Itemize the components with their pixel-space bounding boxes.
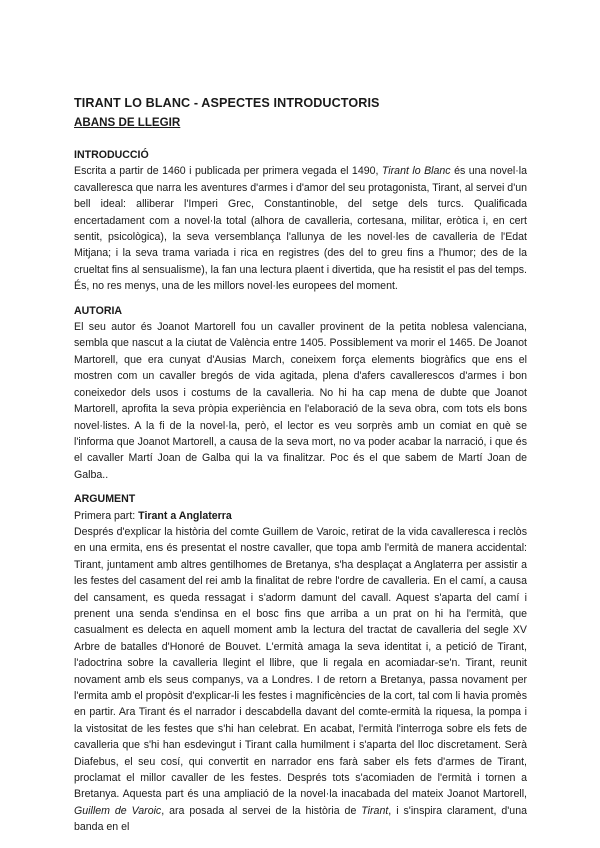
part-title: Tirant a Anglaterra [138,509,232,522]
document-title: TIRANT LO BLANC - ASPECTES INTRODUCTORIS [74,96,380,110]
part-heading [74,508,527,524]
text-segment: Escrita a partir de 1460 i publicada per primera vegada el 1490, [74,165,382,178]
section-heading-argument: ARGUMENT [74,493,136,506]
italic-book-title: Tirant lo Blanc [381,165,451,178]
part-prefix: Primera part: [74,509,139,522]
italic-work-title: Guillem de Varoic [74,804,162,817]
text-segment: , ara posada al servei de la història de [161,804,362,817]
italic-work-title: Tirant [361,804,389,817]
paragraph-autoria: El seu autor és Joanot Martorell fou un cavaller provinent de la petita noblesa valenciana, sembla que nascut a la ciutat de València entre 1405. Possiblement va morir el 1465. De Joanot Martorell, que era cunyat d'Ausias March, coneixem força elements biogràfics que ens el mostren com un cavaller bregós de vida agitada, plena d'afers cavallerescos d'armes i bon coneixedor dels usos i costums de la cavalleria. No hi ha cap mena de dubte que Joanot Martorell, aprofita la seva pròpia experiència en l'elaboració de la seva obra, com tots els bons novel·listes. A la fi de la novel·la, però, el lector es veu sorprès amb un comiat en què se l'informa que Joanot Martorell, a causa de la seva mort, no va poder acabar la narració, i que és el cavaller Martí Joan de Galba qui la va finalitzar. Poc és el que sabem de Martí Joan de Galba.. [74,321,527,481]
section-heading-introduccio: INTRODUCCIÓ [74,149,149,161]
text-segment: , i s'inspira clarament, d'una banda en el [74,804,527,834]
paragraph-argument [74,524,527,836]
paragraph-introduccio [74,163,527,294]
section-heading-autoria: AUTORIA [74,304,123,317]
section-introduccio [74,147,527,295]
section-autoria [74,303,527,483]
section-argument [74,491,527,836]
text-segment: és una novel·la cavalleresca que narra les aventures d'armes i d'amor del seu protagonista, Tirant, al servei d'un bell ideal: alliberar l'Imperi Grec, Constantinoble, del setge dels turcs. Qualificada encertadament com a novel·la total (alhora de cavalleria, cortesana, militar, eròtica i, en cert sentit, psicològica), la seva versemblança l'allunya de les novel·les de cavalleria de l'Edat Mitjana; i la seva trama variada i rica en registres (des del to greu fins a l'humor; des de la crueltat fins al sensualisme), la fan una lectura plaent i divertida, que ha resistit el pas del temps. És, no res menys, una de les millors novel·les europees del moment. [74,165,528,293]
text-segment: Després d'explicar la història del comte Guillem de Varoic, retirat de la vida cavalleresca i reclòs en una ermita, ens és presentat el nostre cavaller, que topa amb l'ermità de manera accidental: Tirant, juntament amb altres gentilhomes de Bretanya, s'ha desplaçat a Anglaterra per assistir a les festes del casament del rei amb la finalitat de rebre l'ordre de cavalleria. En el camí, a causa del cansament, es queda ressagat i s'adorm damunt del cavall. Aquest s'aparta del camí i prenent una senda s'endinsa en el bosc fins que arriba a un prat on hi ha l'ermità, que casualment es delecta en aquell moment amb la lectura del tractat de cavalleria del segle XV Arbre de batalles d'Honoré de Bouvet. L'ermità amaga la seva identitat i, a petició de Tirant, l'adoctrina sobre la cavalleria llegint el llibre, que li regala en acomiadar-se'n. Tirant, reunit novament amb els seus companys, va a Londres. I de retorn a Bretanya, passa novament per l'ermita amb el propòsit d'explicar-li les festes i magnificències de la cort, tal com li havia promès en partir. Ara Tirant és el narrador i descabdella davant del comte-ermità la riquesa, la pompa i la vistositat de les festes que s'hi han celebrat. En acabat, l'ermità l'interroga sobre els fets de cavalleria que s'hi han esdevingut i Tirant calla humilment i s'aparta del lloc discretament. Serà Diafebus, el seu cosí, qui convertit en narrador ens farà saber els fets d'armes de Tirant, proclamat el millor cavaller de les festes. Després tots s'acomiaden de l'ermità i tornen a Bretanya. Aquesta part és una ampliació de la novel·la inacabada del mateix Joanot Martorell, [74,525,527,801]
document-subtitle: ABANS DE LLEGIR [74,116,181,129]
